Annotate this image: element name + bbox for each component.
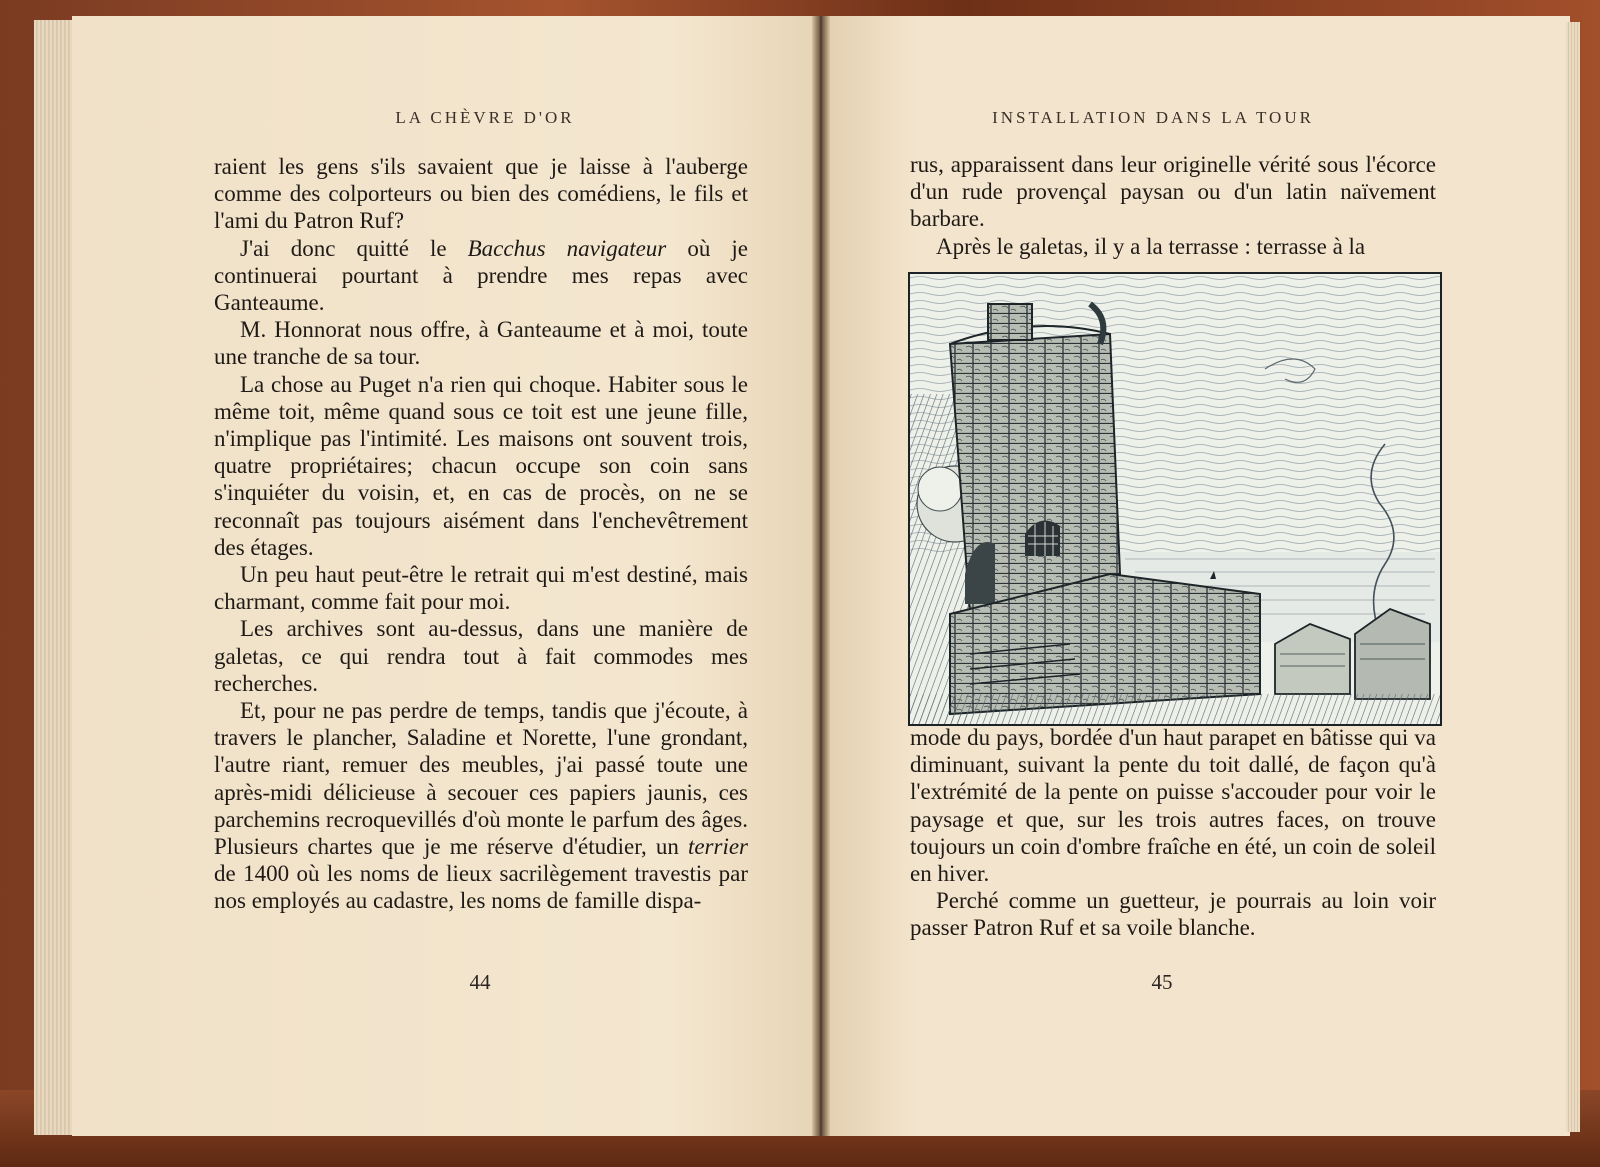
paragraph: Un peu haut peut-être le retrait qui m'est destiné, mais charmant, comme fait pour moi. (214, 562, 748, 615)
paragraph: mode du pays, bordée d'un haut parapet en bâtisse qui va diminuant, suivant la pente du toit dallé, de façon qu'à l'extrémité de la pente on puisse s'accouder pour voir le paysage et que, sur les trois autres faces, on trouve toujours un coin d'ombre fraîche en été, un coin de soleil en hiver. (910, 725, 1436, 887)
paragraph: Perché comme un guetteur, je pourrais au loin voir passer Patron Ruf et sa voile blanche. (910, 888, 1436, 941)
paragraph: Après le galetas, il y a la terrasse : terrasse à la (936, 233, 1366, 259)
paragraph: raient les gens s'ils savaient que je laisse à l'auberge comme des colporteurs ou bien des comédiens, le fils et l'ami du Patron Ruf? (214, 154, 748, 234)
text-run: J'ai donc quitté le (240, 235, 468, 261)
italic-title: Bacchus navigateur (467, 235, 667, 261)
tower-engraving-icon (908, 272, 1442, 726)
text-run: de 1400 où les noms de lieux sacrilègement travestis par nos employés au cadastre, les noms de famille dispa- (214, 861, 748, 914)
paragraph: Les archives sont au-dessus, dans une manière de galetas, ce qui rendra tout à fait commodes mes recherches. (214, 616, 748, 696)
left-running-head: LA CHÈVRE D'OR (395, 108, 575, 127)
right-page-bottom-text (910, 724, 1436, 942)
italic-term: terrier (687, 834, 748, 860)
left-page-number: 44 (469, 970, 491, 994)
paragraph: La chose au Puget n'a rien qui choque. Habiter sous le même toit, même quand sous ce toit est une jeune fille, n'implique pas l'intimité. Les maisons ont souvent trois, quatre propriétaires; chacun occupe son coin sans s'inquiéter du voisin, et, en cas de procès, on ne se reconnaît pas toujours aisément dans l'enchevêtrement des étages. (214, 371, 748, 560)
paragraph: rus, apparaissent dans leur originelle vérité sous l'écorce d'un rude provençal paysan ou d'un latin naïvement barbare. (910, 152, 1436, 232)
paragraph: M. Honnorat nous offre, à Ganteaume et à moi, toute une tranche de sa tour. (214, 317, 748, 370)
paragraph (214, 235, 748, 317)
page-stack-left (34, 20, 74, 1135)
paragraph (214, 697, 748, 915)
left-page-text (214, 153, 748, 915)
text-run: Et, pour ne pas perdre de temps, tandis que j'écoute, à travers le plancher, Saladine et Norette, l'une grondant, l'autre riant, remuer des meubles, j'ai passé toute une après-midi délicieuse à secouer ces papiers jaunis, ces parchemins recroquevillés d'où monte le parfum des âges. Plusieurs chartes que je me réserve d'étudier, un (214, 698, 748, 860)
book-gutter (812, 16, 830, 1136)
right-running-head: INSTALLATION DANS LA TOUR (992, 108, 1314, 127)
right-page-top-text (910, 151, 1436, 260)
page-stack-right (1566, 22, 1580, 1132)
text-run: où je continuerai pourtant à prendre mes repas avec Ganteaume. (214, 235, 748, 316)
right-page-number: 45 (1151, 970, 1173, 994)
